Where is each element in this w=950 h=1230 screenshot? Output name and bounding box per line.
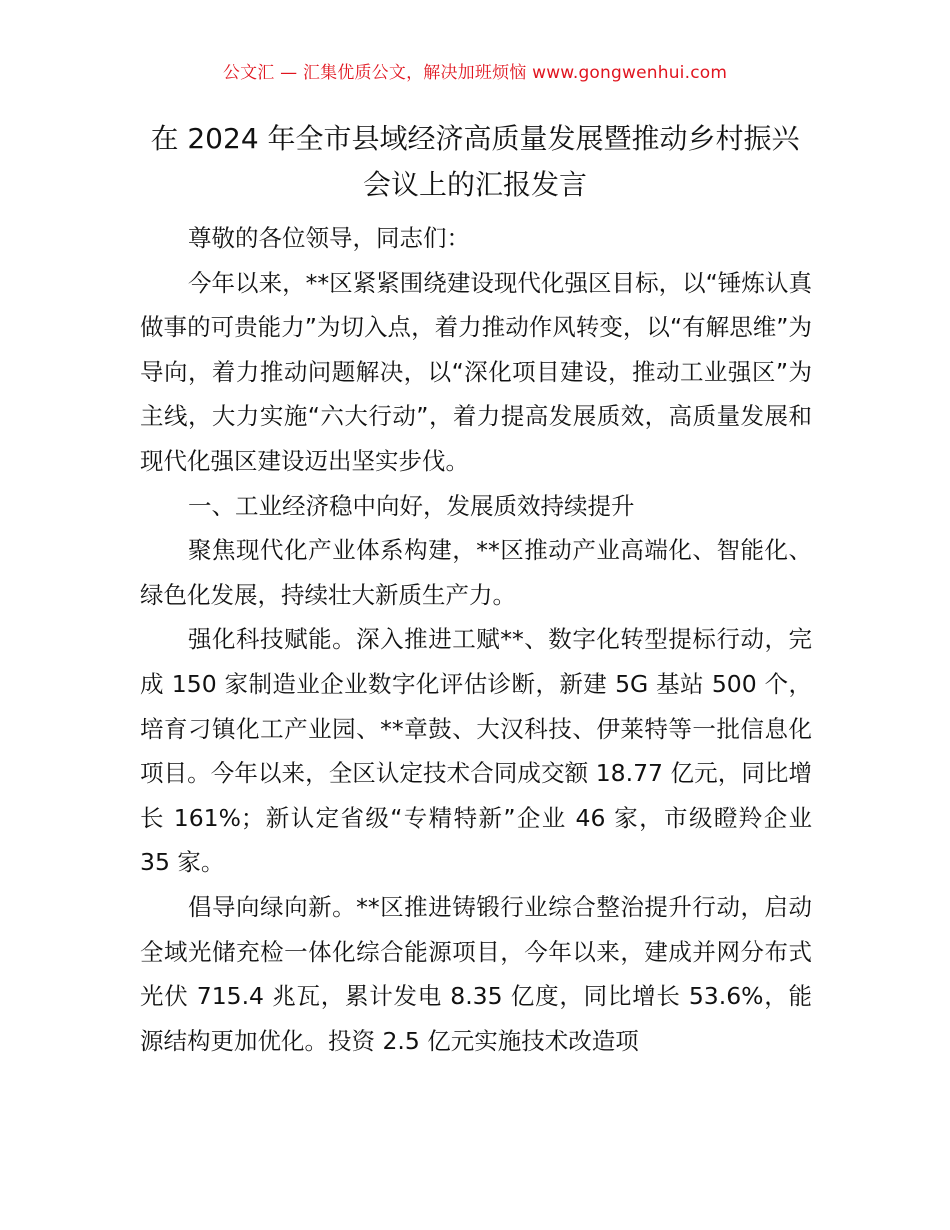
body-paragraph: 倡导向绿向新。**区推进铸锻行业综合整治提升行动，启动全域光储充检一体化综合能源项目，今年以来，建成并网分布式光伏 715.4 兆瓦，累计发电 8.35 亿度，同比增长 53.6%，能源结构更加优化。投资 2.5 亿元实施技术改造项 [140, 892, 812, 1055]
body-paragraph: 强化科技赋能。深入推进工赋**、数字化转型提标行动，完成 150 家制造业企业数字化评估诊断，新建 5G 基站 500 个，培育刁镇化工产业园、**章鼓、大汉科技、伊莱特等一批信息化项目。今年以来，全区认定技术合同成交额 18.77 亿元，同比增长 161%；新认定省级“专精特新”企业 46 家，市级瞪羚企业 35 家。 [140, 625, 812, 877]
body-paragraph: 聚焦现代化产业体系构建，**区推动产业高端化、智能化、绿色化发展，持续壮大新质生产力。 [140, 536, 812, 609]
header-banner: 公文汇 — 汇集优质公文，解决加班烦恼 www.gongwenhui.com [222, 63, 728, 83]
document-title: 在 2024 年全市县域经济高质量发展暨推动乡村振兴会议上的汇报发言 [150, 122, 800, 201]
document-body [140, 216, 812, 1063]
intro-paragraph: 今年以来，**区紧紧围绕建设现代化强区目标，以“锤炼认真做事的可贵能力”为切入点，着力推动作风转变，以“有解思维”为导向，着力推动问题解决，以“深化项目建设，推动工业强区”为主线，大力实施“六大行动”，着力提高发展质效，高质量发展和现代化强区建设迈出坚实步伐。 [140, 268, 812, 475]
section-heading: 一、工业经济稳中向好，发展质效持续提升 [188, 491, 635, 520]
salutation: 尊敬的各位领导，同志们： [188, 224, 470, 252]
